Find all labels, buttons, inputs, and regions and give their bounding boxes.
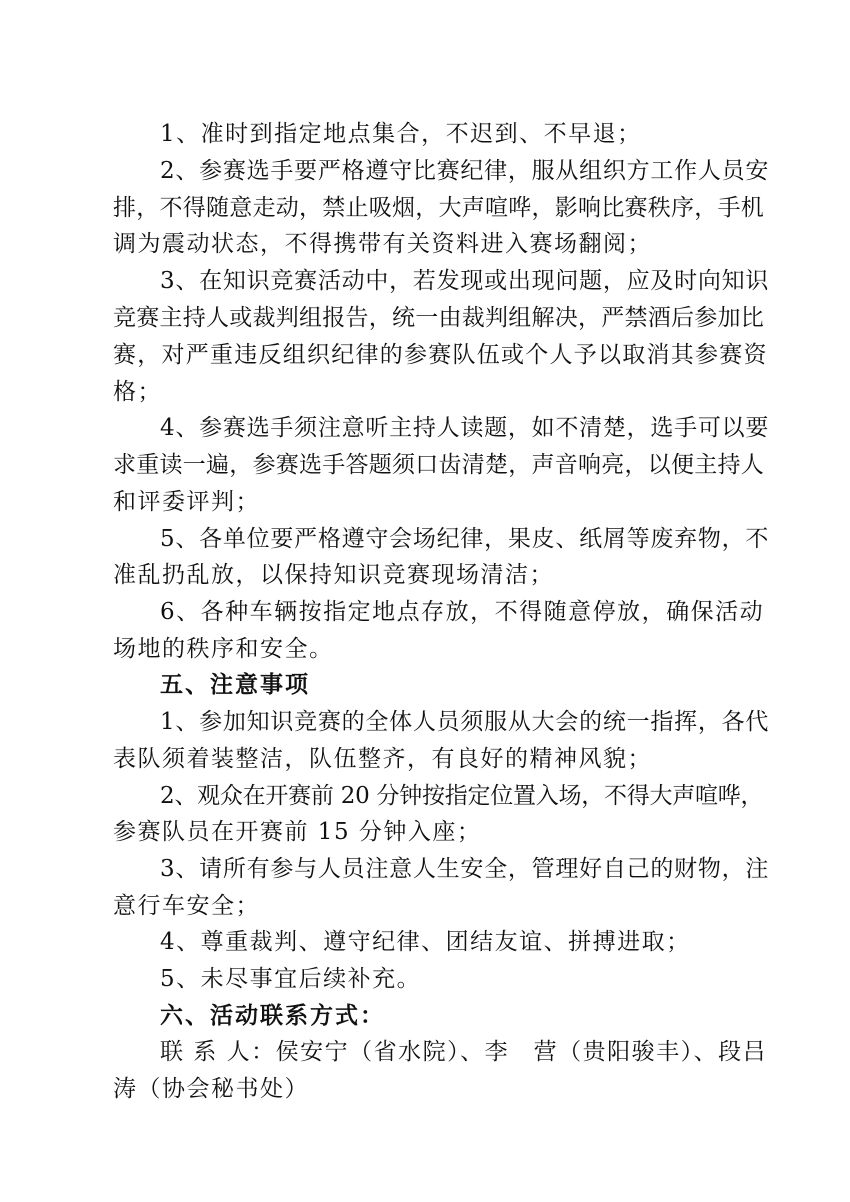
text-line: 1、参加知识竞赛的全体人员须服从大会的统一指挥，各代 — [160, 709, 770, 735]
text-line: 求重读一遍，参赛选手答题须口齿清楚，声音响亮，以便主持人 — [113, 452, 764, 478]
text-line: 准乱扔乱放，以保持知识竞赛现场清洁； — [113, 562, 554, 588]
text-line: 赛，对严重违反组织纪律的参赛队伍或个人予以取消其参赛资 — [113, 342, 768, 368]
section-heading-notes: 五、注意事项 — [160, 672, 310, 698]
text-line: 调为震动状态，不得携带有关资料进入赛场翻阅； — [113, 231, 652, 257]
text-line: 竞赛主持人或裁判组报告，统一由裁判组解决，严禁酒后参加比 — [113, 305, 764, 331]
text-line: 4、尊重裁判、遵守纪律、团结友谊、拼搏进取； — [160, 929, 691, 955]
text-line: 格； — [113, 379, 162, 405]
text-line: 涛（协会秘书处） — [113, 1076, 309, 1102]
text-line: 2、参赛选手要严格遵守比赛纪律，服从组织方工作人员安 — [160, 158, 770, 184]
text-line: 参赛队员在开赛前 15 分钟入座； — [113, 819, 482, 845]
text-line: 联 系 人：侯安宁（省水院）、李 营（贵阳骏丰）、段吕 — [160, 1039, 768, 1065]
text-line: 场地的秩序和安全。 — [113, 636, 334, 662]
text-line: 3、请所有参与人员注意人生安全，管理好自己的财物，注 — [160, 856, 770, 882]
text-line: 6、各种车辆按指定地点存放，不得随意停放，确保活动 — [160, 599, 765, 625]
text-line: 表队须着装整洁，队伍整齐，有良好的精神风貌； — [113, 746, 652, 772]
section-heading-contact: 六、活动联系方式： — [160, 1003, 385, 1029]
text-line: 意行车安全； — [113, 893, 260, 919]
text-line: 1、准时到指定地点集合，不迟到、不早退； — [160, 121, 642, 147]
text-line: 5、未尽事宜后续补充。 — [160, 966, 422, 992]
text-line: 5、各单位要严格遵守会场纪律，果皮、纸屑等废弃物，不 — [160, 526, 770, 552]
text-line: 和评委评判； — [113, 489, 260, 515]
text-line: 4、参赛选手须注意听主持人读题，如不清楚，选手可以要 — [160, 415, 770, 441]
text-line: 3、在知识竞赛活动中，若发现或出现问题，应及时向知识 — [160, 268, 770, 294]
text-line: 排，不得随意走动，禁止吸烟，大声喧哗，影响比赛秩序，手机 — [113, 195, 764, 221]
text-line: 2、观众在开赛前 20 分钟按指定位置入场，不得大声喧哗， — [160, 783, 764, 809]
